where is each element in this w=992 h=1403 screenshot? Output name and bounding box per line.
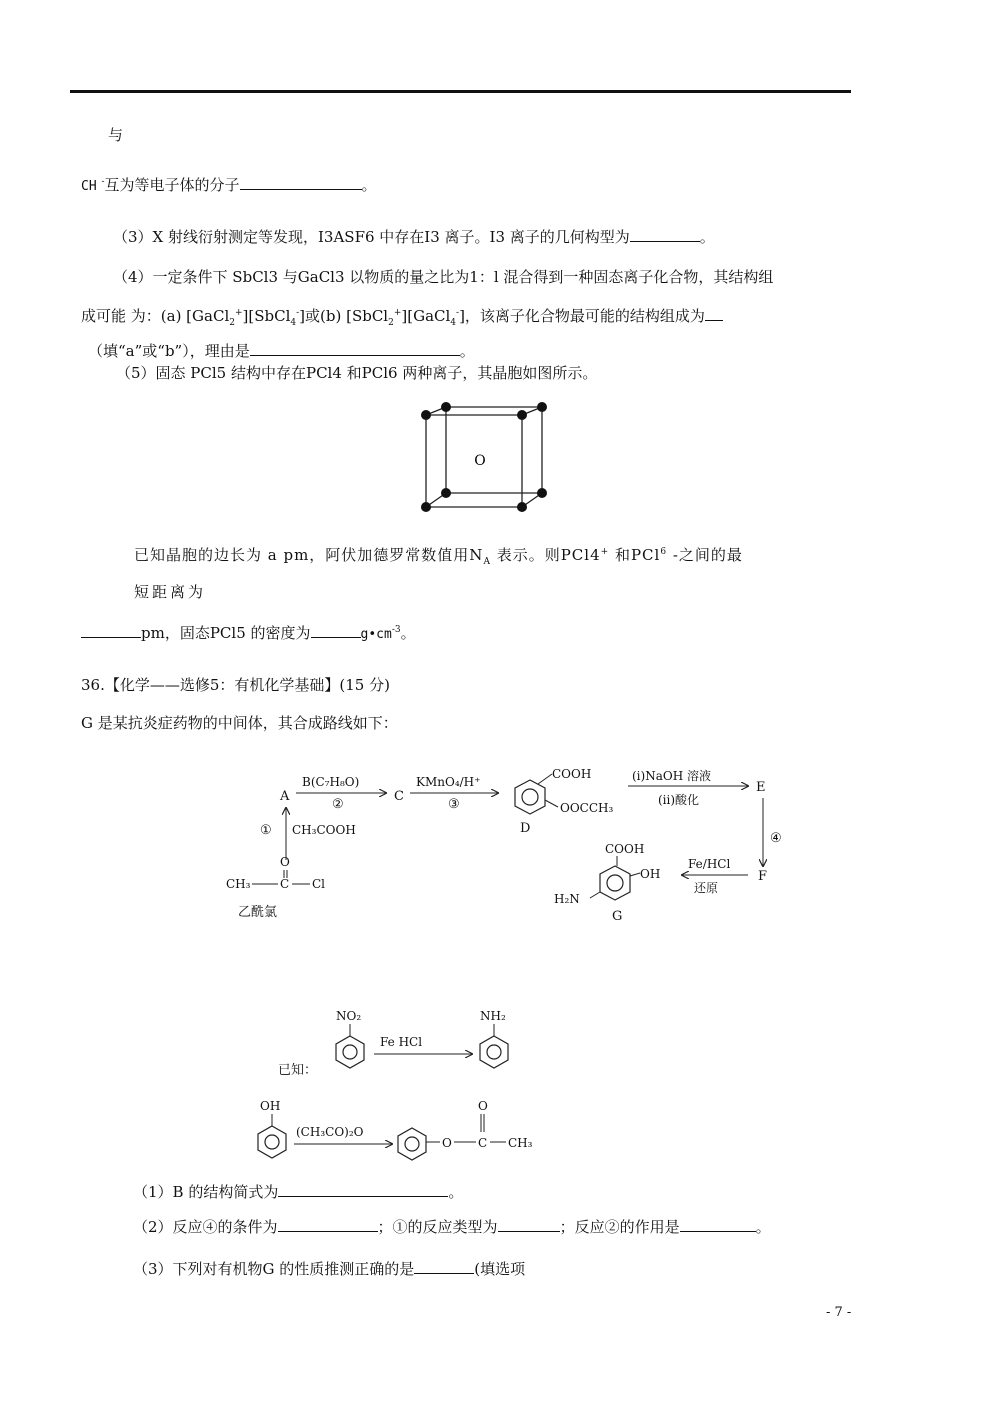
ester-C: C	[478, 1136, 488, 1150]
amine-label: NH₂	[480, 1009, 506, 1023]
step-4-label: ④	[770, 831, 782, 846]
benzene-ring-G	[600, 866, 630, 900]
ester-ch3: CH₃	[508, 1136, 533, 1150]
benzene-ring-nitro	[336, 1036, 364, 1068]
reagent-naoh: (i)NaOH 溶液	[632, 769, 711, 783]
acyl-ch3: CH₃	[226, 877, 251, 891]
text-line-10: pm，固态PCl5 的密度为 $g•cm^{-3}$。	[81, 622, 416, 643]
step-1-label: ①	[260, 823, 272, 838]
text-line-6: （填“a”或“b”），理由是 。	[88, 342, 475, 360]
known-label: 已知：	[278, 1063, 318, 1078]
compound-A: A	[280, 789, 290, 804]
answer-blank[interactable]	[81, 623, 141, 638]
answer-blank[interactable]	[278, 1217, 378, 1232]
corner-atom	[441, 488, 451, 498]
D-cooh: COOH	[552, 767, 592, 781]
answer-blank[interactable]	[311, 623, 361, 638]
compound-G: G	[612, 909, 623, 924]
header-rule	[70, 90, 851, 93]
step-3-label: ③	[448, 797, 460, 812]
answer-blank[interactable]	[414, 1259, 474, 1274]
G-oh: OH	[640, 867, 661, 881]
G-nh2: H₂N	[554, 892, 580, 906]
corner-atom	[421, 410, 431, 420]
reagent-acetic-acid: CH₃COOH	[292, 823, 356, 837]
nitro-label: NO₂	[336, 1009, 362, 1023]
page-number: - 7 -	[826, 1305, 852, 1320]
text-line-1: 与	[108, 126, 124, 144]
reagent-kmno4: KMnO₄/H⁺	[416, 775, 481, 789]
D-ester: OOCCH₃	[560, 801, 614, 815]
center-ion-label: O	[474, 453, 486, 469]
text-line-4: （4）一定条件下 SbCl3 与GaCl3 以物质的量之比为1：l 混合得到一种固态离子化合物，其结构组	[113, 268, 774, 286]
reagent-fe-hcl: Fe HCl	[380, 1035, 423, 1049]
text-line-12: G 是某抗炎症药物的中间体，其合成路线如下：	[81, 714, 398, 732]
benzene-ring-amine	[480, 1036, 508, 1068]
acyl-cl: Cl	[312, 877, 326, 891]
synthesis-route-figure	[220, 760, 880, 930]
phenol-oh: OH	[260, 1099, 281, 1113]
reagent-fehcl: Fe/HCl	[688, 857, 731, 871]
text-line-5: 成可能 为：(a) [GaCl$_2$+][SbCl$_4$-]或(b) [SbCl$_2$+][GaCl$_4$-]，该离子化合物最可能的结构组成为	[81, 305, 723, 328]
carbonyl-O: O	[478, 1099, 488, 1113]
text-line-9: 短距离为	[134, 583, 207, 601]
compound-F: F	[758, 869, 768, 884]
text-line-3: （3）X 射线衍射测定等发现，I3ASF6 中存在I3 离子。I3 离子的几何构型为 。	[113, 228, 715, 246]
corner-atom	[517, 502, 527, 512]
corner-atom	[441, 402, 451, 412]
G-cooh: COOH	[605, 842, 645, 856]
acyl-chloride-name: 乙酰氯	[238, 905, 278, 920]
acyl-C: C	[280, 877, 290, 891]
answer-blank[interactable]	[278, 1182, 448, 1197]
benzene-ring-D	[515, 780, 545, 814]
text-line-2: CH -互为等电子体的分子 。	[81, 176, 377, 194]
text-line-7: （5）固态 PCl5 结构中存在PCl4 和PCl6 两种离子，其晶胞如图所示。	[116, 364, 598, 382]
answer-blank[interactable]	[705, 306, 723, 321]
compound-E: E	[756, 780, 766, 795]
benzene-ring-ester	[398, 1128, 426, 1160]
answer-blank[interactable]	[498, 1217, 560, 1232]
reagent-reduce: 还原	[694, 881, 719, 895]
benzene-ring-phenol	[258, 1126, 286, 1158]
reagent-anhydride: (CH₃CO)₂O	[296, 1125, 364, 1139]
reagent-acid: (ii)酸化	[658, 793, 700, 807]
acyl-O: O	[280, 855, 290, 869]
answer-blank[interactable]	[240, 175, 362, 190]
section-36-heading: 36.【化学——选修5：有机化学基础】(15 分)	[81, 676, 390, 694]
question-3: （3）下列对有机物G 的性质推测正确的是 (填选项	[133, 1260, 526, 1278]
compound-C: C	[394, 789, 404, 804]
answer-blank[interactable]	[250, 341, 460, 356]
corner-atom	[517, 410, 527, 420]
corner-atom	[537, 488, 547, 498]
answer-blank[interactable]	[680, 1217, 756, 1232]
question-2: （2）反应④的条件为 ；①的反应类型为 ；反应②的作用是 。	[133, 1218, 771, 1236]
known-reactions-figure	[250, 1000, 570, 1170]
compound-D: D	[520, 821, 531, 836]
step-2-label: ②	[332, 797, 344, 812]
text-line-8: 已知晶胞的边长为 a pm，阿伏加德罗常数值用$N_A$ 表示。则PCl4+ 和PCl$^6$ -之间的最	[134, 546, 743, 567]
corner-atom	[421, 502, 431, 512]
question-1: （1）B 的结构简式为 。	[133, 1183, 464, 1201]
crystal-cell-figure	[410, 395, 560, 520]
corner-atom	[537, 402, 547, 412]
ester-O: O	[442, 1136, 452, 1150]
answer-blank[interactable]	[630, 227, 700, 242]
reagent-B: B(C₇H₈O)	[302, 775, 360, 789]
